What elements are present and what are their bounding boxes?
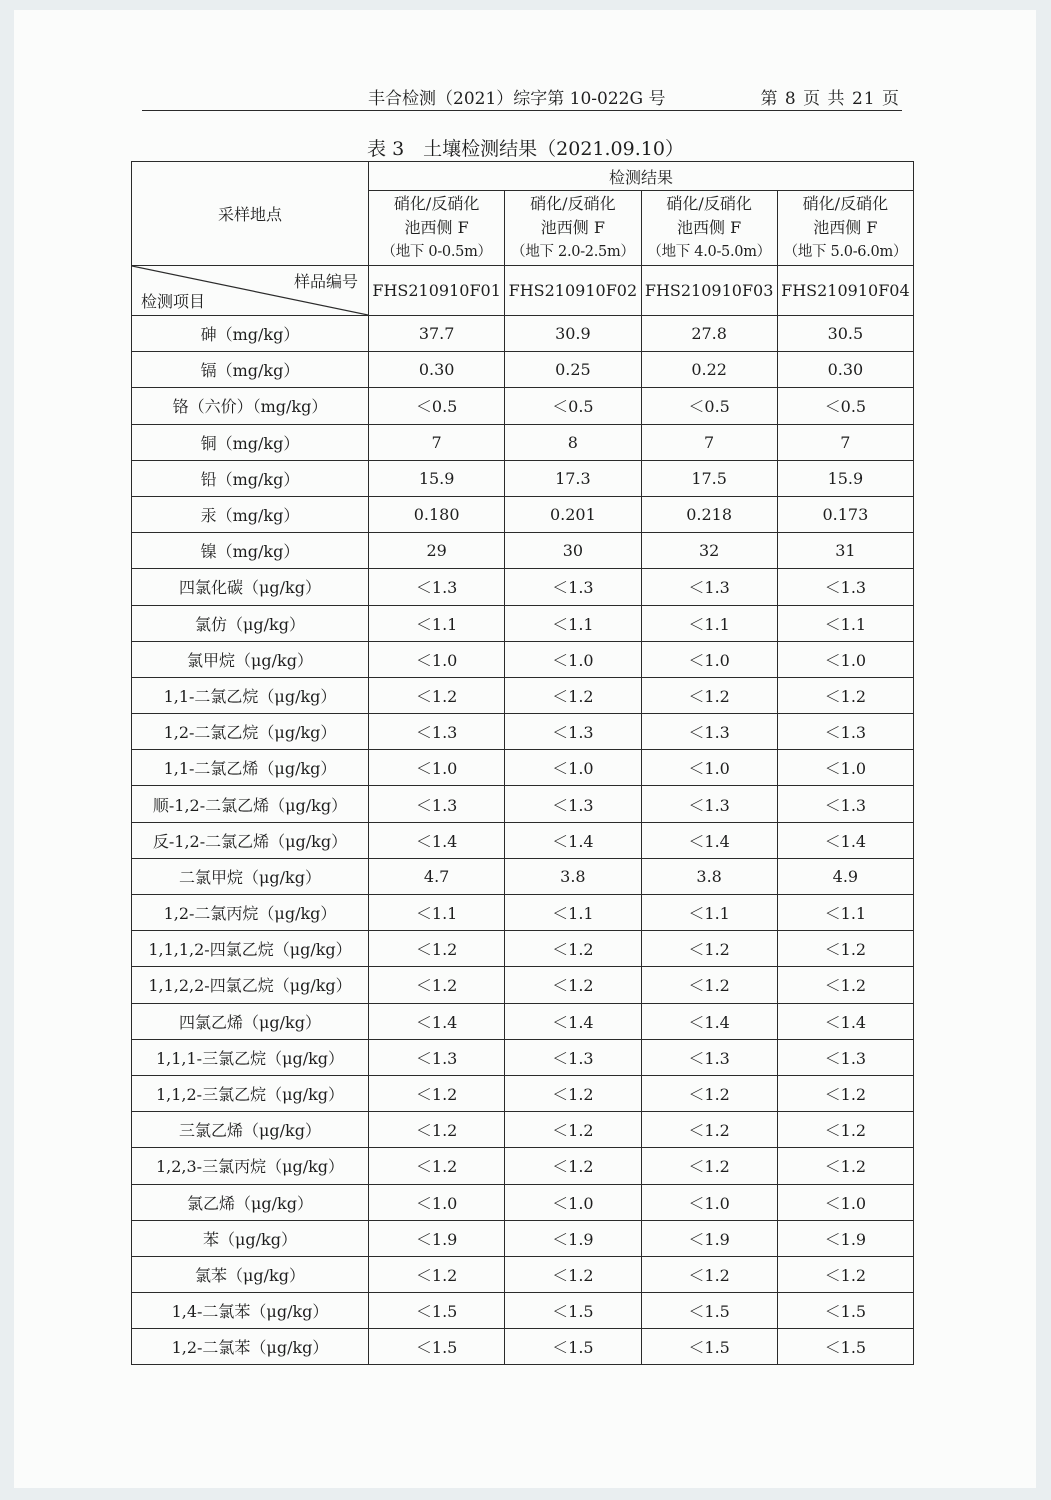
table-row xyxy=(132,496,914,532)
result-value-cell: ＜1.9 xyxy=(777,1220,913,1256)
result-value-cell: ＜1.4 xyxy=(641,1003,777,1039)
table-row xyxy=(132,1075,914,1111)
test-item-cell: 1,2-二氯苯（μg/kg） xyxy=(132,1329,369,1365)
table-row xyxy=(132,605,914,641)
result-value-cell: ＜1.2 xyxy=(505,1256,641,1292)
result-value-cell: 31 xyxy=(777,533,913,569)
result-value-cell: ＜1.2 xyxy=(505,1148,641,1184)
test-item-cell: 氯乙烯（μg/kg） xyxy=(132,1184,369,1220)
result-value-cell: ＜1.3 xyxy=(369,1039,505,1075)
result-value-cell: ＜1.5 xyxy=(777,1293,913,1329)
result-value-cell: ＜1.2 xyxy=(369,931,505,967)
result-value-cell: ＜1.3 xyxy=(505,786,641,822)
result-value-cell: 0.30 xyxy=(369,352,505,388)
result-value-cell: ＜1.0 xyxy=(505,641,641,677)
test-item-cell: 1,1,2-三氯乙烷（μg/kg） xyxy=(132,1075,369,1111)
site-line1: 硝化/反硝化 xyxy=(666,194,752,213)
table-row xyxy=(132,822,914,858)
result-value-cell: 0.218 xyxy=(641,496,777,532)
table-row xyxy=(132,677,914,713)
result-value-cell: ＜1.3 xyxy=(641,1039,777,1075)
result-value-cell: 7 xyxy=(641,424,777,460)
result-value-cell: ＜1.2 xyxy=(777,1112,913,1148)
result-value-cell: ＜1.5 xyxy=(505,1329,641,1365)
sample-id-cell: FHS210910F01 xyxy=(369,266,505,316)
result-value-cell: ＜1.5 xyxy=(777,1329,913,1365)
test-item-cell: 砷（mg/kg） xyxy=(132,316,369,352)
table-row xyxy=(132,1329,914,1365)
test-item-cell: 三氯乙烯（μg/kg） xyxy=(132,1112,369,1148)
test-item-cell: 氯仿（μg/kg） xyxy=(132,605,369,641)
result-value-cell: ＜1.3 xyxy=(505,569,641,605)
result-value-cell: 30 xyxy=(505,533,641,569)
test-item-cell: 反-1,2-二氯乙烯（μg/kg） xyxy=(132,822,369,858)
result-value-cell: ＜1.2 xyxy=(777,967,913,1003)
result-value-cell: ＜1.9 xyxy=(505,1220,641,1256)
result-value-cell: 17.3 xyxy=(505,460,641,496)
result-value-cell: ＜1.4 xyxy=(641,822,777,858)
site-depth: （地下 2.0-2.5m） xyxy=(511,244,635,260)
result-value-cell: ＜1.4 xyxy=(777,1003,913,1039)
site-depth: （地下 0-0.5m） xyxy=(381,244,492,260)
result-value-cell: ＜1.2 xyxy=(641,1256,777,1292)
result-value-cell: ＜1.0 xyxy=(777,1184,913,1220)
table-row xyxy=(132,316,914,352)
table-row xyxy=(132,714,914,750)
site-cell xyxy=(777,191,913,266)
site-line2: 池西侧 F xyxy=(540,218,605,237)
result-value-cell: ＜1.1 xyxy=(505,605,641,641)
report-number: 丰合检测（2021）综字第 10-022G 号 xyxy=(368,89,666,109)
result-value-cell: ＜1.3 xyxy=(777,714,913,750)
test-item-cell: 1,4-二氯苯（μg/kg） xyxy=(132,1293,369,1329)
test-item-cell: 铜（mg/kg） xyxy=(132,424,369,460)
result-value-cell: ＜1.0 xyxy=(641,1184,777,1220)
page-header xyxy=(142,84,902,111)
result-value-cell: ＜1.0 xyxy=(777,750,913,786)
result-value-cell: ＜1.2 xyxy=(369,1256,505,1292)
result-value-cell: ＜1.0 xyxy=(777,641,913,677)
result-value-cell: 0.25 xyxy=(505,352,641,388)
result-value-cell: ＜1.1 xyxy=(777,895,913,931)
result-value-cell: ＜1.2 xyxy=(369,1112,505,1148)
result-value-cell: ＜1.2 xyxy=(505,931,641,967)
test-item-cell: 1,1-二氯乙烯（μg/kg） xyxy=(132,750,369,786)
result-value-cell: ＜0.5 xyxy=(369,388,505,424)
result-value-cell: ＜0.5 xyxy=(641,388,777,424)
result-value-cell: 27.8 xyxy=(641,316,777,352)
result-value-cell: ＜1.9 xyxy=(641,1220,777,1256)
result-value-cell: ＜1.4 xyxy=(777,822,913,858)
result-value-cell: ＜1.2 xyxy=(369,1148,505,1184)
result-value-cell: ＜1.3 xyxy=(369,786,505,822)
result-value-cell: ＜0.5 xyxy=(505,388,641,424)
test-item-cell: 铬（六价）（mg/kg） xyxy=(132,388,369,424)
table-row xyxy=(132,388,914,424)
result-value-cell: ＜1.3 xyxy=(505,714,641,750)
diagonal-header-cell xyxy=(132,266,369,316)
result-value-cell: ＜1.2 xyxy=(777,1256,913,1292)
result-value-cell: 0.201 xyxy=(505,496,641,532)
page-number: 第 8 页 共 21 页 xyxy=(760,89,900,109)
result-value-cell: ＜1.0 xyxy=(369,641,505,677)
test-item-cell: 1,1,1,2-四氯乙烷（μg/kg） xyxy=(132,931,369,967)
site-line1: 硝化/反硝化 xyxy=(802,194,889,213)
result-value-cell: ＜1.2 xyxy=(369,967,505,1003)
result-value-cell: ＜1.2 xyxy=(777,931,913,967)
result-value-cell: ＜1.1 xyxy=(641,895,777,931)
result-value-cell: ＜1.3 xyxy=(777,786,913,822)
result-value-cell: ＜1.2 xyxy=(505,677,641,713)
table-row xyxy=(132,533,914,569)
table-row xyxy=(132,1003,914,1039)
result-value-cell: ＜1.1 xyxy=(369,605,505,641)
result-value-cell: 32 xyxy=(641,533,777,569)
result-value-cell: ＜1.0 xyxy=(641,750,777,786)
result-value-cell: 4.9 xyxy=(777,858,913,894)
test-item-cell: 二氯甲烷（μg/kg） xyxy=(132,858,369,894)
table-row xyxy=(132,750,914,786)
site-cell xyxy=(641,191,777,266)
test-item-cell: 1,1,1-三氯乙烷（μg/kg） xyxy=(132,1039,369,1075)
site-cell xyxy=(369,191,505,266)
result-value-cell: 37.7 xyxy=(369,316,505,352)
result-value-cell: ＜1.5 xyxy=(641,1293,777,1329)
result-value-cell: 3.8 xyxy=(641,858,777,894)
result-value-cell: ＜1.4 xyxy=(369,822,505,858)
test-item-cell: 氯苯（μg/kg） xyxy=(132,1256,369,1292)
table-row xyxy=(132,931,914,967)
table-row xyxy=(132,1148,914,1184)
result-value-cell: ＜1.3 xyxy=(505,1039,641,1075)
result-value-cell: ＜1.2 xyxy=(777,677,913,713)
table-row xyxy=(132,1293,914,1329)
test-item-cell: 1,1,2,2-四氯乙烷（μg/kg） xyxy=(132,967,369,1003)
result-value-cell: ＜1.1 xyxy=(505,895,641,931)
result-value-cell: ＜1.5 xyxy=(641,1329,777,1365)
test-item-cell: 铅（mg/kg） xyxy=(132,460,369,496)
result-value-cell: ＜1.2 xyxy=(641,677,777,713)
result-value-cell: ＜1.2 xyxy=(641,931,777,967)
result-value-cell: ＜1.4 xyxy=(505,822,641,858)
result-value-cell: 7 xyxy=(369,424,505,460)
table-row xyxy=(132,967,914,1003)
test-item-cell: 苯（μg/kg） xyxy=(132,1220,369,1256)
result-value-cell: 30.5 xyxy=(777,316,913,352)
result-value-cell: ＜1.2 xyxy=(641,1148,777,1184)
result-value-cell: 15.9 xyxy=(777,460,913,496)
result-value-cell: ＜1.0 xyxy=(641,641,777,677)
result-value-cell: ＜1.2 xyxy=(641,1075,777,1111)
result-value-cell: ＜1.3 xyxy=(777,569,913,605)
result-value-cell: ＜1.1 xyxy=(369,895,505,931)
site-cell xyxy=(505,191,641,266)
result-value-cell: ＜1.2 xyxy=(505,967,641,1003)
result-value-cell: 30.9 xyxy=(505,316,641,352)
result-value-cell: ＜1.3 xyxy=(641,569,777,605)
table-row xyxy=(132,1256,914,1292)
table-row xyxy=(132,569,914,605)
result-value-cell: 0.30 xyxy=(777,352,913,388)
sampling-site-header: 采样地点 xyxy=(132,162,369,266)
test-item-cell: 1,1-二氯乙烷（μg/kg） xyxy=(132,677,369,713)
result-value-cell: ＜1.2 xyxy=(641,967,777,1003)
result-value-cell: ＜1.0 xyxy=(369,750,505,786)
result-value-cell: ＜1.5 xyxy=(369,1329,505,1365)
result-value-cell: ＜1.2 xyxy=(641,1112,777,1148)
result-value-cell: ＜1.5 xyxy=(505,1293,641,1329)
table-row xyxy=(132,895,914,931)
site-line2: 池西侧 F xyxy=(813,218,878,237)
result-value-cell: ＜0.5 xyxy=(777,388,913,424)
result-value-cell: 0.22 xyxy=(641,352,777,388)
test-item-cell: 1,2-二氯乙烷（μg/kg） xyxy=(132,714,369,750)
sample-id-cell: FHS210910F02 xyxy=(505,266,641,316)
result-value-cell: ＜1.2 xyxy=(369,677,505,713)
table-row xyxy=(132,1220,914,1256)
site-depth: （地下 4.0-5.0m） xyxy=(647,244,771,260)
result-value-cell: ＜1.0 xyxy=(505,750,641,786)
results-header: 检测结果 xyxy=(369,162,914,191)
result-value-cell: ＜1.2 xyxy=(505,1112,641,1148)
result-value-cell: 29 xyxy=(369,533,505,569)
table-row xyxy=(132,1184,914,1220)
table-row xyxy=(132,1039,914,1075)
result-value-cell: 7 xyxy=(777,424,913,460)
result-value-cell: 0.180 xyxy=(369,496,505,532)
site-line2: 池西侧 F xyxy=(677,218,742,237)
test-item-cell: 镉（mg/kg） xyxy=(132,352,369,388)
result-value-cell: ＜1.3 xyxy=(641,714,777,750)
test-item-label: 检测项目 xyxy=(141,292,206,311)
site-line2: 池西侧 F xyxy=(404,218,469,237)
table-caption: 表 3 土壤检测结果（2021.09.10） xyxy=(367,138,684,160)
site-depth: （地下 5.0-6.0m） xyxy=(783,244,908,260)
test-item-cell: 镍（mg/kg） xyxy=(132,533,369,569)
table-row xyxy=(132,352,914,388)
result-value-cell: 3.8 xyxy=(505,858,641,894)
result-value-cell: ＜1.2 xyxy=(505,1075,641,1111)
result-value-cell: ＜1.3 xyxy=(777,1039,913,1075)
table-row xyxy=(132,786,914,822)
result-value-cell: ＜1.1 xyxy=(641,605,777,641)
result-value-cell: 8 xyxy=(505,424,641,460)
result-value-cell: ＜1.0 xyxy=(505,1184,641,1220)
result-value-cell: ＜1.5 xyxy=(369,1293,505,1329)
sample-id-label: 样品编号 xyxy=(293,272,358,291)
test-item-cell: 1,2,3-三氯丙烷（μg/kg） xyxy=(132,1148,369,1184)
test-item-cell: 1,2-二氯丙烷（μg/kg） xyxy=(132,895,369,931)
table-row xyxy=(132,858,914,894)
table-row xyxy=(132,460,914,496)
sample-id-cell: FHS210910F03 xyxy=(641,266,777,316)
result-value-cell: ＜1.2 xyxy=(777,1075,913,1111)
table-row xyxy=(132,641,914,677)
table-row xyxy=(132,1112,914,1148)
result-value-cell: 15.9 xyxy=(369,460,505,496)
test-item-cell: 汞（mg/kg） xyxy=(132,496,369,532)
result-value-cell: ＜1.2 xyxy=(777,1148,913,1184)
result-value-cell: ＜1.4 xyxy=(369,1003,505,1039)
result-value-cell: ＜1.4 xyxy=(505,1003,641,1039)
result-value-cell: ＜1.3 xyxy=(369,714,505,750)
site-line1: 硝化/反硝化 xyxy=(530,194,616,213)
result-value-cell: ＜1.3 xyxy=(369,569,505,605)
result-value-cell: ＜1.9 xyxy=(369,1220,505,1256)
result-value-cell: 4.7 xyxy=(369,858,505,894)
site-line1: 硝化/反硝化 xyxy=(393,194,480,213)
test-item-cell: 氯甲烷（μg/kg） xyxy=(132,641,369,677)
result-value-cell: ＜1.0 xyxy=(369,1184,505,1220)
result-value-cell: ＜1.3 xyxy=(641,786,777,822)
sample-id-cell: FHS210910F04 xyxy=(777,266,913,316)
result-value-cell: 17.5 xyxy=(641,460,777,496)
test-item-cell: 顺-1,2-二氯乙烯（μg/kg） xyxy=(132,786,369,822)
test-item-cell: 四氯乙烯（μg/kg） xyxy=(132,1003,369,1039)
test-item-cell: 四氯化碳（μg/kg） xyxy=(132,569,369,605)
result-value-cell: ＜1.1 xyxy=(777,605,913,641)
table-row xyxy=(132,424,914,460)
result-value-cell: ＜1.2 xyxy=(369,1075,505,1111)
result-value-cell: 0.173 xyxy=(777,496,913,532)
soil-results-table xyxy=(131,161,914,1365)
